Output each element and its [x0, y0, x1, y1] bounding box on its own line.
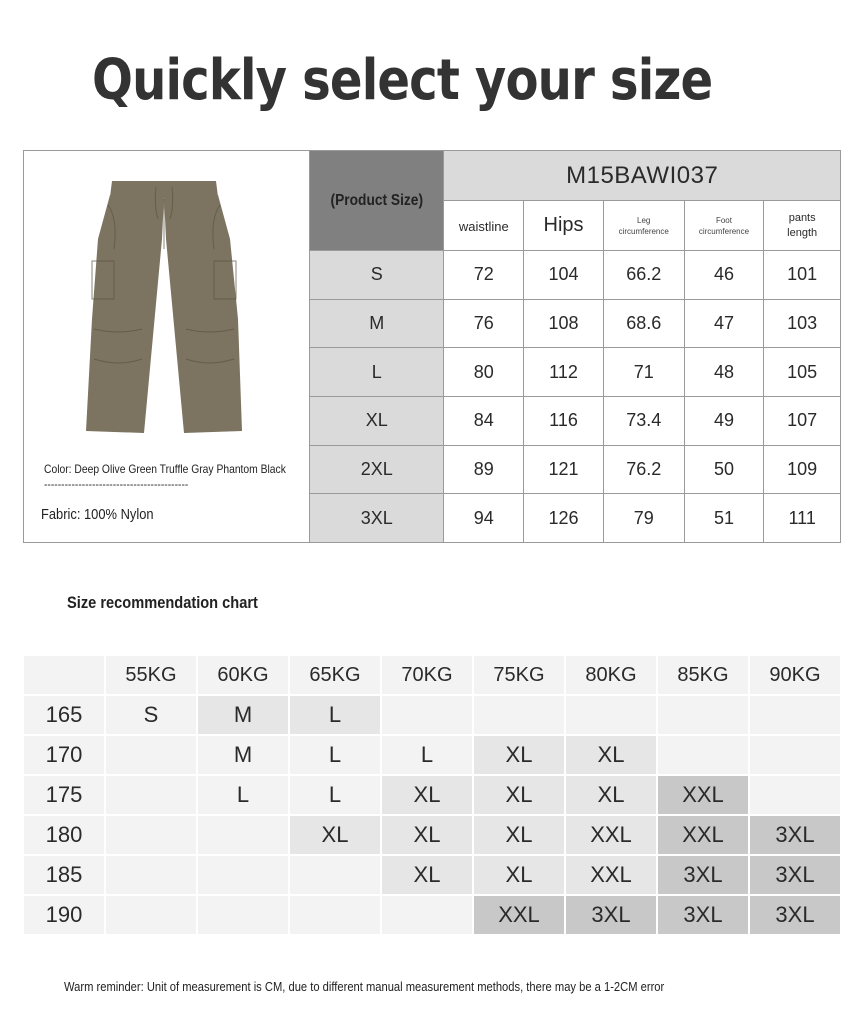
- size-recommendation-cell: XL: [474, 816, 564, 854]
- length-cell: 101: [764, 251, 841, 300]
- col-pants-length: pants length: [764, 201, 841, 251]
- length-cell: 109: [764, 445, 841, 494]
- size-recommendation-cell: [474, 696, 564, 734]
- size-recommendation-cell: XXL: [566, 816, 656, 854]
- height-label: 170: [24, 736, 104, 774]
- hips-cell: 116: [524, 396, 604, 445]
- size-recommendation-cell: [290, 856, 380, 894]
- size-recommendation-cell: [382, 696, 472, 734]
- size-recommendation-cell: 3XL: [750, 816, 840, 854]
- size-recommendation-cell: L: [382, 736, 472, 774]
- table-row: [24, 776, 840, 814]
- size-recommendation-cell: XXL: [658, 816, 748, 854]
- page-title: Quickly select your size: [92, 48, 713, 113]
- size-cell: 2XL: [310, 445, 444, 494]
- size-recommendation-cell: XXL: [474, 896, 564, 934]
- hips-cell: 121: [524, 445, 604, 494]
- size-recommendation-cell: M: [198, 736, 288, 774]
- size-recommendation-cell: [198, 816, 288, 854]
- waist-cell: 84: [444, 396, 524, 445]
- foot-cell: 46: [684, 251, 764, 300]
- table-row: [24, 856, 840, 894]
- fabric-info: Fabric: 100% Nylon: [41, 506, 154, 523]
- hips-cell: 108: [524, 299, 604, 348]
- height-label: 180: [24, 816, 104, 854]
- size-recommendation-cell: [106, 776, 196, 814]
- size-recommendation-cell: [106, 856, 196, 894]
- leg-cell: 79: [603, 494, 684, 543]
- table-row: [24, 816, 840, 854]
- waist-cell: 94: [444, 494, 524, 543]
- height-label: 190: [24, 896, 104, 934]
- weight-header: 65KG: [290, 656, 380, 694]
- size-recommendation-cell: 3XL: [750, 856, 840, 894]
- size-recommendation-cell: XL: [566, 776, 656, 814]
- length-cell: 111: [764, 494, 841, 543]
- col-leg: Leg circumference: [603, 201, 684, 251]
- size-recommendation-cell: [750, 696, 840, 734]
- length-cell: 107: [764, 396, 841, 445]
- table-row: [310, 445, 841, 494]
- waist-cell: 89: [444, 445, 524, 494]
- col-foot: Foot circumference: [684, 201, 764, 251]
- hips-cell: 104: [524, 251, 604, 300]
- hips-cell: 126: [524, 494, 604, 543]
- size-recommendation-cell: S: [106, 696, 196, 734]
- warm-reminder: Warm reminder: Unit of measurement is CM, due to different manual measurement methods, there may be a 1-2CM error: [64, 979, 665, 994]
- size-cell: 3XL: [310, 494, 444, 543]
- weight-header: 75KG: [474, 656, 564, 694]
- table-row: [24, 696, 840, 734]
- size-recommendation-cell: [198, 856, 288, 894]
- product-panel: [23, 150, 309, 543]
- col-waistline: waistline: [444, 201, 524, 251]
- size-recommendation-cell: XL: [382, 856, 472, 894]
- foot-cell: 48: [684, 348, 764, 397]
- foot-cell: 51: [684, 494, 764, 543]
- leg-cell: 76.2: [603, 445, 684, 494]
- size-cell: L: [310, 348, 444, 397]
- size-recommendation-cell: [658, 696, 748, 734]
- recommendation-grid: [22, 654, 842, 936]
- size-recommendation-cell: XL: [382, 816, 472, 854]
- size-recommendation-cell: 3XL: [658, 856, 748, 894]
- size-recommendation-cell: 3XL: [750, 896, 840, 934]
- leg-cell: 66.2: [603, 251, 684, 300]
- foot-cell: 50: [684, 445, 764, 494]
- weight-header: 70KG: [382, 656, 472, 694]
- foot-cell: 47: [684, 299, 764, 348]
- product-size-header: (Product Size): [310, 151, 444, 251]
- size-recommendation-cell: [106, 896, 196, 934]
- weight-header: 90KG: [750, 656, 840, 694]
- table-row: [310, 299, 841, 348]
- size-recommendation-cell: M: [198, 696, 288, 734]
- table-row: [310, 396, 841, 445]
- size-recommendation-cell: XL: [566, 736, 656, 774]
- size-recommendation-cell: [106, 736, 196, 774]
- size-cell: S: [310, 251, 444, 300]
- size-recommendation-cell: XL: [290, 816, 380, 854]
- length-cell: 105: [764, 348, 841, 397]
- leg-cell: 68.6: [603, 299, 684, 348]
- size-recommendation-cell: [750, 736, 840, 774]
- recommendation-title: Size recommendation chart: [67, 593, 258, 612]
- size-recommendation-cell: L: [198, 776, 288, 814]
- size-recommendation-cell: [198, 896, 288, 934]
- leg-cell: 71: [603, 348, 684, 397]
- color-options: Color: Deep Olive Green Truffle Gray Phantom Black: [44, 462, 286, 476]
- hips-cell: 112: [524, 348, 604, 397]
- height-label: 175: [24, 776, 104, 814]
- weight-header: 55KG: [106, 656, 196, 694]
- size-recommendation-cell: [658, 736, 748, 774]
- size-recommendation-cell: [566, 696, 656, 734]
- size-recommendation-cell: XXL: [566, 856, 656, 894]
- size-recommendation-cell: 3XL: [658, 896, 748, 934]
- size-recommendation-cell: XXL: [658, 776, 748, 814]
- size-recommendation-cell: XL: [474, 736, 564, 774]
- size-recommendation-cell: L: [290, 736, 380, 774]
- table-row: [310, 494, 841, 543]
- size-recommendation-cell: [290, 896, 380, 934]
- length-cell: 103: [764, 299, 841, 348]
- size-recommendation-cell: L: [290, 696, 380, 734]
- weight-header: 85KG: [658, 656, 748, 694]
- foot-cell: 49: [684, 396, 764, 445]
- size-recommendation-cell: XL: [382, 776, 472, 814]
- table-row: [24, 736, 840, 774]
- divider: ------------------------------------------: [44, 477, 189, 491]
- size-recommendation-cell: [382, 896, 472, 934]
- table-row: [24, 896, 840, 934]
- size-table: [309, 150, 841, 543]
- weight-header-row: [24, 656, 840, 694]
- height-label: 165: [24, 696, 104, 734]
- size-recommendation-cell: XL: [474, 856, 564, 894]
- size-recommendation-cell: XL: [474, 776, 564, 814]
- waist-cell: 80: [444, 348, 524, 397]
- pants-image: [84, 179, 244, 437]
- table-row: [310, 348, 841, 397]
- size-recommendation-cell: 3XL: [566, 896, 656, 934]
- weight-header: 80KG: [566, 656, 656, 694]
- size-recommendation-cell: [750, 776, 840, 814]
- leg-cell: 73.4: [603, 396, 684, 445]
- size-recommendation-cell: [106, 816, 196, 854]
- weight-header: 60KG: [198, 656, 288, 694]
- size-recommendation-cell: L: [290, 776, 380, 814]
- size-cell: M: [310, 299, 444, 348]
- col-hips: Hips: [524, 201, 604, 251]
- corner-cell: [24, 656, 104, 694]
- model-number: M15BAWI037: [444, 151, 841, 201]
- waist-cell: 76: [444, 299, 524, 348]
- table-row: [310, 251, 841, 300]
- waist-cell: 72: [444, 251, 524, 300]
- height-label: 185: [24, 856, 104, 894]
- size-cell: XL: [310, 396, 444, 445]
